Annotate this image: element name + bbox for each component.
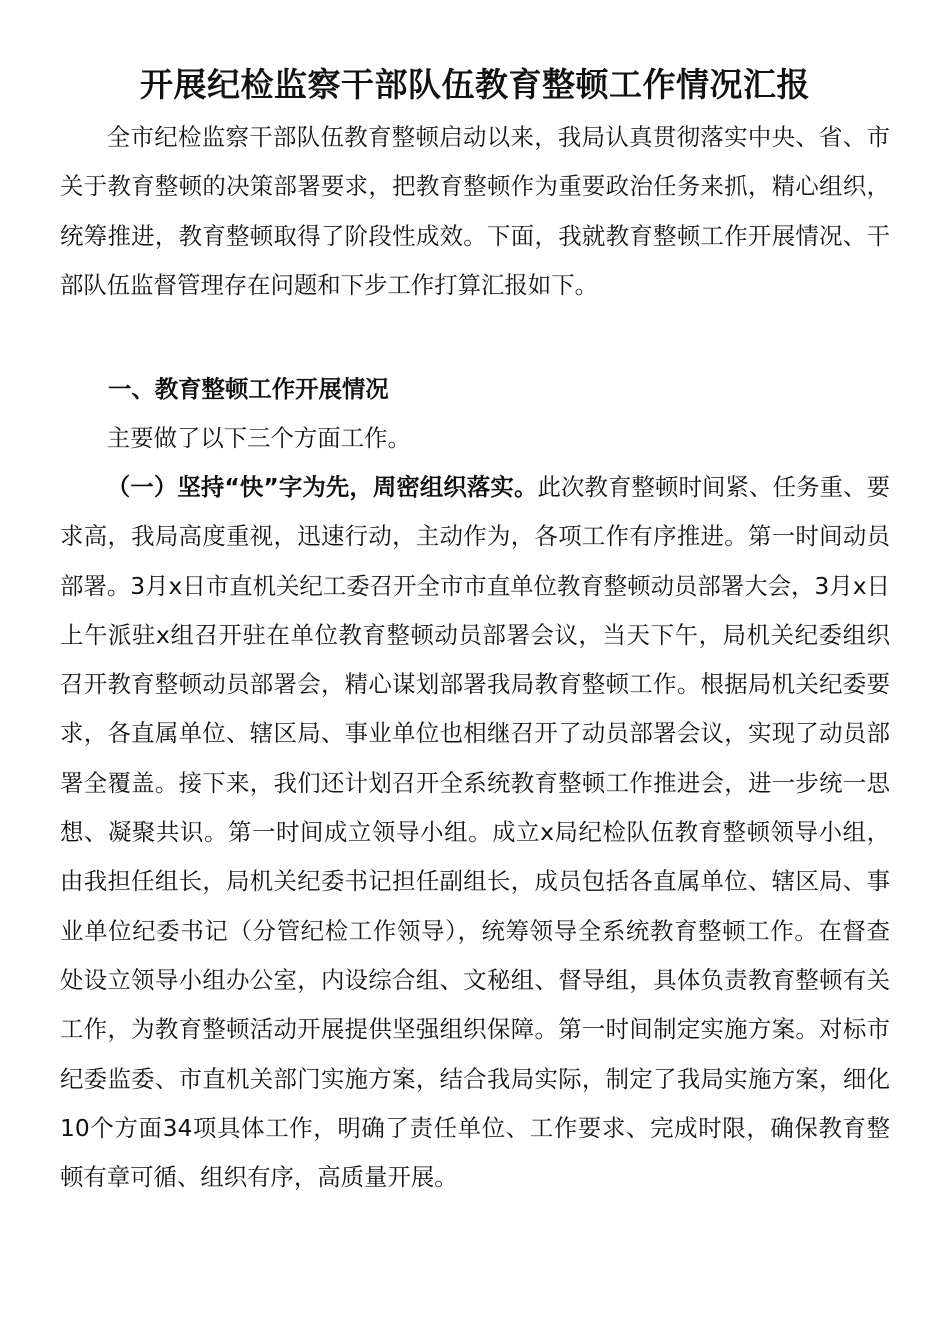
item-lead: （一）坚持“快”字为先，周密组织落实。 [106, 473, 538, 501]
item-text: 此次教育整顿时间紧、任务重、要求高，我局高度重视，迅速行动，主动作为，各项工作有序推进。第一时间动员部署。3月x日市直机关纪工委召开全市市直单位教育整顿动员部署大会，3月x日上午派驻x组召开驻在单位教育整顿动员部署会议，当天下午，局机关纪委组织召开教育整顿动员部署会，精心谋划部署我局教育整顿工作。根据局机关纪委要求，各直属单位、辖区局、事业单位也相继召开了动员部署会议，实现了动员部署全覆盖。接下来，我们还计划召开全系统教育整顿工作推进会，进一步统一思想、凝聚共识。第一时间成立领导小组。成立x局纪检队伍教育整顿领导小组，由我担任组长，局机关纪委书记担任副组长，成员包括各直属单位、辖区局、事业单位纪委书记（分管纪检工作领导），统筹领导全系统教育整顿工作。在督查处设立领导小组办公室，内设综合组、文秘组、督导组，具体负责教育整顿有关工作，为教育整顿活动开展提供坚强组织保障。第一时间制定实施方案。对标市纪委监委、市直机关部门实施方案，结合我局实际，制定了我局实施方案，细化10个方面34项具体工作，明确了责任单位、工作要求、完成时限，确保教育整顿有章可循、组织有序，高质量开展。 [60, 473, 891, 1192]
intro-paragraph: 全市纪检监察干部队伍教育整顿启动以来，我局认真贯彻落实中央、省、市关于教育整顿的决策部署要求，把教育整顿作为重要政治任务来抓，精心组织，统筹推进，教育整顿取得了阶段性成效。下面，我就教育整顿工作开展情况、干部队伍监督管理存在问题和下步工作打算汇报如下。 [60, 123, 890, 299]
item-paragraph [60, 463, 890, 1202]
section-summary: 主要做了以下三个方面工作。 [106, 424, 411, 452]
document-title: 开展纪检监察干部队伍教育整顿工作情况汇报 [140, 65, 810, 104]
section-heading: 一、教育整顿工作开展情况 [108, 375, 389, 403]
